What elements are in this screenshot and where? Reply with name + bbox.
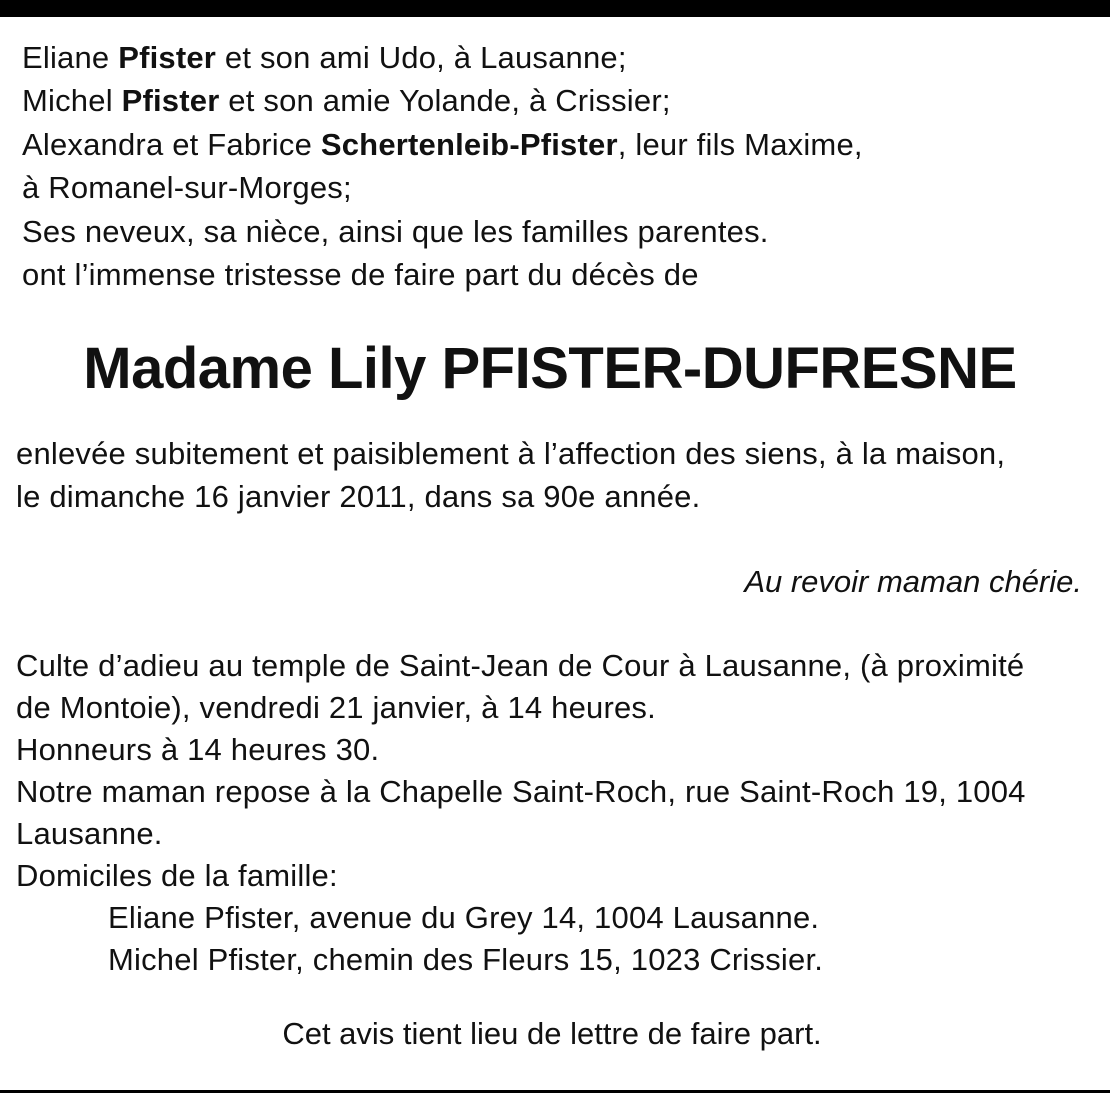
family-surname: Schertenleib-Pfister xyxy=(320,127,618,162)
family-line: Michel Pfister et son amie Yolande, à Crissier; xyxy=(22,83,671,118)
family-line: Alexandra et Fabrice Schertenleib-Pfister, leur fils Maxime, xyxy=(22,127,863,162)
family-surname: Pfister xyxy=(118,40,217,75)
deceased-name: Madame Lily PFISTER-DUFRESNE xyxy=(83,336,1017,401)
family-surname: Pfister xyxy=(121,83,220,118)
family-line: ont l’immense tristesse de faire part du décès de xyxy=(22,257,699,292)
ceremony-line: Honneurs à 14 heures 30. xyxy=(16,732,380,767)
family-line: Ses neveux, sa nièce, ainsi que les familles parentes. xyxy=(22,214,769,249)
domicile-item: Eliane Pfister, avenue du Grey 14, 1004 Lausanne. xyxy=(108,900,820,935)
bottom-rule xyxy=(0,1090,1110,1093)
ceremony-line: de Montoie), vendredi 21 janvier, à 14 heures. xyxy=(16,690,656,725)
domicile-item: Michel Pfister, chemin des Fleurs 15, 1023 Crissier. xyxy=(108,942,824,977)
ceremony-line: Lausanne. xyxy=(16,816,163,851)
top-rule xyxy=(0,0,1110,17)
family-line: Eliane Pfister et son ami Udo, à Lausanne; xyxy=(22,40,627,75)
closing-line: Cet avis tient lieu de lettre de faire part. xyxy=(282,1016,822,1051)
notice-line: le dimanche 16 janvier 2011, dans sa 90e année. xyxy=(16,479,701,514)
ceremony-line: Notre maman repose à la Chapelle Saint-Roch, rue Saint-Roch 19, 1004 xyxy=(16,774,1026,809)
ceremony-line: Domiciles de la famille: xyxy=(16,858,338,893)
family-line: à Romanel-sur-Morges; xyxy=(22,170,352,205)
farewell-line: Au revoir maman chérie. xyxy=(744,564,1082,599)
notice-line: enlevée subitement et paisiblement à l’affection des siens, à la maison, xyxy=(16,436,1006,471)
ceremony-line: Culte d’adieu au temple de Saint-Jean de Cour à Lausanne, (à proximité xyxy=(16,648,1025,683)
